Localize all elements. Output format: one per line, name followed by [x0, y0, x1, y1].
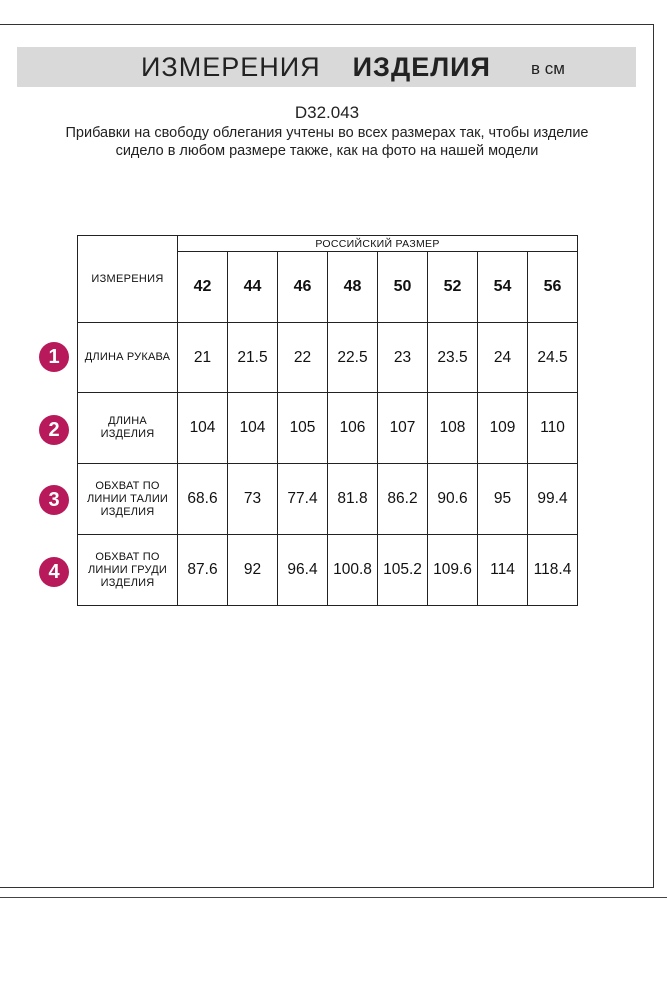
page-title	[141, 51, 491, 83]
table-cell: 108	[428, 393, 478, 464]
table-cell: 104	[228, 393, 278, 464]
table-cell: 90.6	[428, 464, 478, 535]
table-cell: 109.6	[428, 535, 478, 606]
table-cell: 99.4	[528, 464, 578, 535]
size-header: 46	[278, 252, 328, 323]
row-number-badge: 1	[39, 342, 69, 372]
size-header: 56	[528, 252, 578, 323]
row-label: ДЛИНА РУКАВА	[78, 323, 178, 393]
table-cell: 96.4	[278, 535, 328, 606]
table-row	[78, 464, 578, 535]
row-number-badge: 3	[39, 485, 69, 515]
table-cell: 22	[278, 323, 328, 393]
table-cell: 100.8	[328, 535, 378, 606]
table-cell: 21	[178, 323, 228, 393]
table-cell: 87.6	[178, 535, 228, 606]
table-cell: 81.8	[328, 464, 378, 535]
row-label: ДЛИНА ИЗДЕЛИЯ	[78, 393, 178, 464]
size-table	[77, 235, 578, 606]
table-cell: 24.5	[528, 323, 578, 393]
size-header: 54	[478, 252, 528, 323]
table-cell: 86.2	[378, 464, 428, 535]
table-cell: 23.5	[428, 323, 478, 393]
size-header: 42	[178, 252, 228, 323]
row-label: ОБХВАТ ПО ЛИНИИ ТАЛИИ ИЗДЕЛИЯ	[78, 464, 178, 535]
table-row	[78, 323, 578, 393]
table-header-row	[78, 236, 578, 252]
bottom-divider	[0, 897, 667, 898]
article-number: D32.043	[294, 103, 360, 122]
table-cell: 105.2	[378, 535, 428, 606]
table-row	[78, 393, 578, 464]
table-row	[78, 535, 578, 606]
measure-header: ИЗМЕРЕНИЯ	[78, 236, 178, 323]
table-cell: 68.6	[178, 464, 228, 535]
size-group-header: РОССИЙСКИЙ РАЗМЕР	[178, 236, 578, 252]
table-cell: 21.5	[228, 323, 278, 393]
row-label: ОБХВАТ ПО ЛИНИИ ГРУДИ ИЗДЕЛИЯ	[78, 535, 178, 606]
table-cell: 77.4	[278, 464, 328, 535]
table-cell: 22.5	[328, 323, 378, 393]
table-cell: 95	[478, 464, 528, 535]
table-cell: 107	[378, 393, 428, 464]
table-cell: 92	[228, 535, 278, 606]
table-cell: 114	[478, 535, 528, 606]
size-header: 50	[378, 252, 428, 323]
size-header: 48	[328, 252, 378, 323]
size-header: 44	[228, 252, 278, 323]
row-number-badge: 2	[39, 415, 69, 445]
size-header: 52	[428, 252, 478, 323]
table-cell: 109	[478, 393, 528, 464]
table-cell: 106	[328, 393, 378, 464]
title-bold: ИЗДЕЛИЯ	[352, 52, 491, 82]
table-cell: 105	[278, 393, 328, 464]
table-cell: 23	[378, 323, 428, 393]
fit-note: Прибавки на свободу облегания учтены во всех размерах так, чтобы изделие сидело в любом размере также, как на фото на нашей модели	[65, 125, 589, 159]
table-cell: 73	[228, 464, 278, 535]
table-cell: 24	[478, 323, 528, 393]
table-cell: 104	[178, 393, 228, 464]
title-normal: ИЗМЕРЕНИЯ	[141, 52, 321, 82]
table-cell: 118.4	[528, 535, 578, 606]
row-number-badge: 4	[39, 557, 69, 587]
table-cell: 110	[528, 393, 578, 464]
unit-label: в см	[531, 59, 565, 78]
